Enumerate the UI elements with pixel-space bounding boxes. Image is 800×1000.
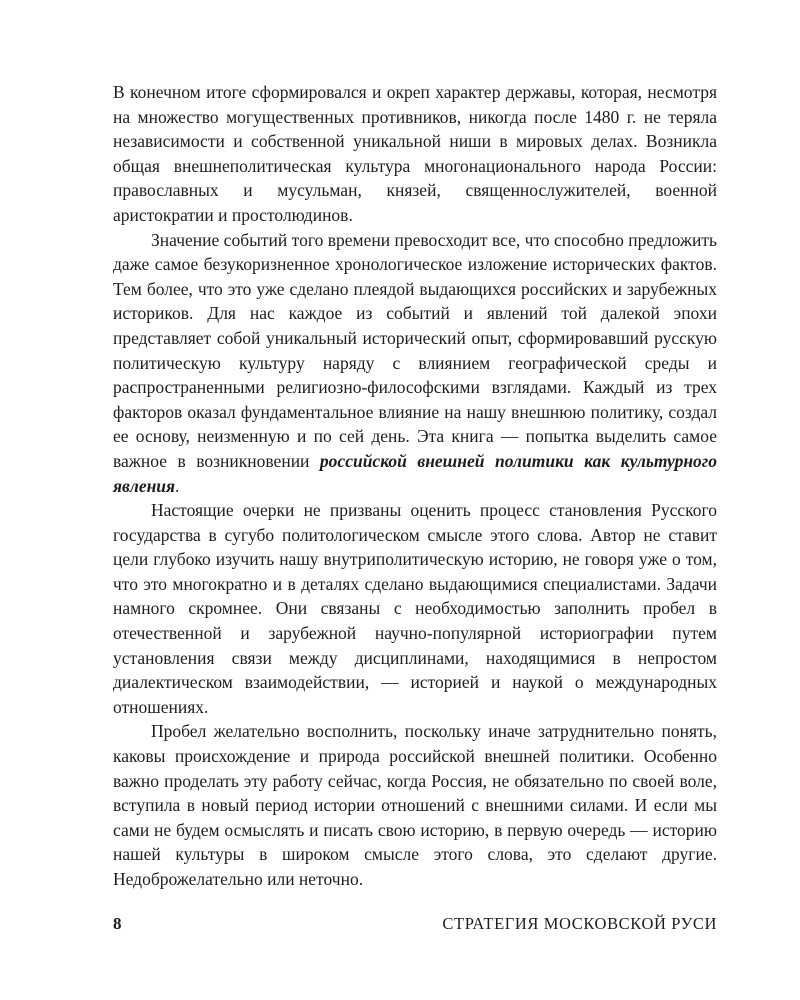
paragraph-4-text: Пробел желательно восполнить, поскольку иначе затруднительно понять, каковы происхождение и природа российской внешней политики. Особенно важно проделать эту работу сейчас, когда Россия, не обязательно по своей воле, вступила в новый период истории отношений с внешними силами. И если мы сами не будем осмыслять и писать свою историю, в первую очередь — историю нашей культуры в широком смысле этого слова, это сделают другие. Недоброжелательно или неточно.	[113, 721, 717, 889]
paragraph-2	[113, 228, 717, 499]
paragraph-2-text: Значение событий того времени превосходит все, что способно предложить даже самое безукоризненное хронологическое изложение исторических фактов. Тем более, что это уже сделано плеядой выдающихся российских и зарубежных историков. Для нас каждое из событий и явлений той далекой эпохи представляет собой уникальный исторический опыт, сформировавший русскую политическую культуру наряду с влиянием географической среды и распространенными религиозно-философскими взглядами. Каждый из трех факторов оказал фундаментальное влияние на нашу внешнюю политику, создал ее основу, неизменную и по сей день. Эта книга — попытка выделить самое важное в возникновении	[113, 229, 717, 471]
paragraph-2-tail: .	[175, 475, 180, 496]
running-title: СТРАТЕГИЯ МОСКОВСКОЙ РУСИ	[442, 914, 717, 933]
paragraph-4	[113, 719, 717, 891]
paragraph-2-emphasis: российской внешней политики как культурного явления	[113, 450, 717, 496]
paragraph-1	[113, 80, 717, 228]
page-footer	[113, 914, 717, 934]
page-number: 8	[113, 914, 122, 933]
page-body	[113, 80, 717, 892]
paragraph-1-text: В конечном итоге сформировался и окреп характер державы, которая, несмотря на множество могущественных противников, никогда после 1480 г. не теряла независимости и собственной уникальной ниши в мировых делах. Возникла общая внешнеполитическая культура многонационального народа России: православных и мусульман, князей, священнослужителей, военной аристократии и простолюдинов.	[113, 82, 717, 225]
paragraph-3-text: Настоящие очерки не призваны оценить процесс становления Русского государства в сугубо политологическом смысле этого слова. Автор не ставит цели глубоко изучить нашу внутриполитическую историю, не говоря уже о том, что это многократно и в деталях сделано выдающимися специалистами. Задачи намного скромнее. Они связаны с необходимостью заполнить пробел в отечественной и зарубежной научно-популярной историографии путем установления связи между дисциплинами, находящимися в непростом диалектическом взаимодействии, — историей и наукой о международных отношениях.	[113, 500, 717, 717]
paragraph-3	[113, 498, 717, 719]
